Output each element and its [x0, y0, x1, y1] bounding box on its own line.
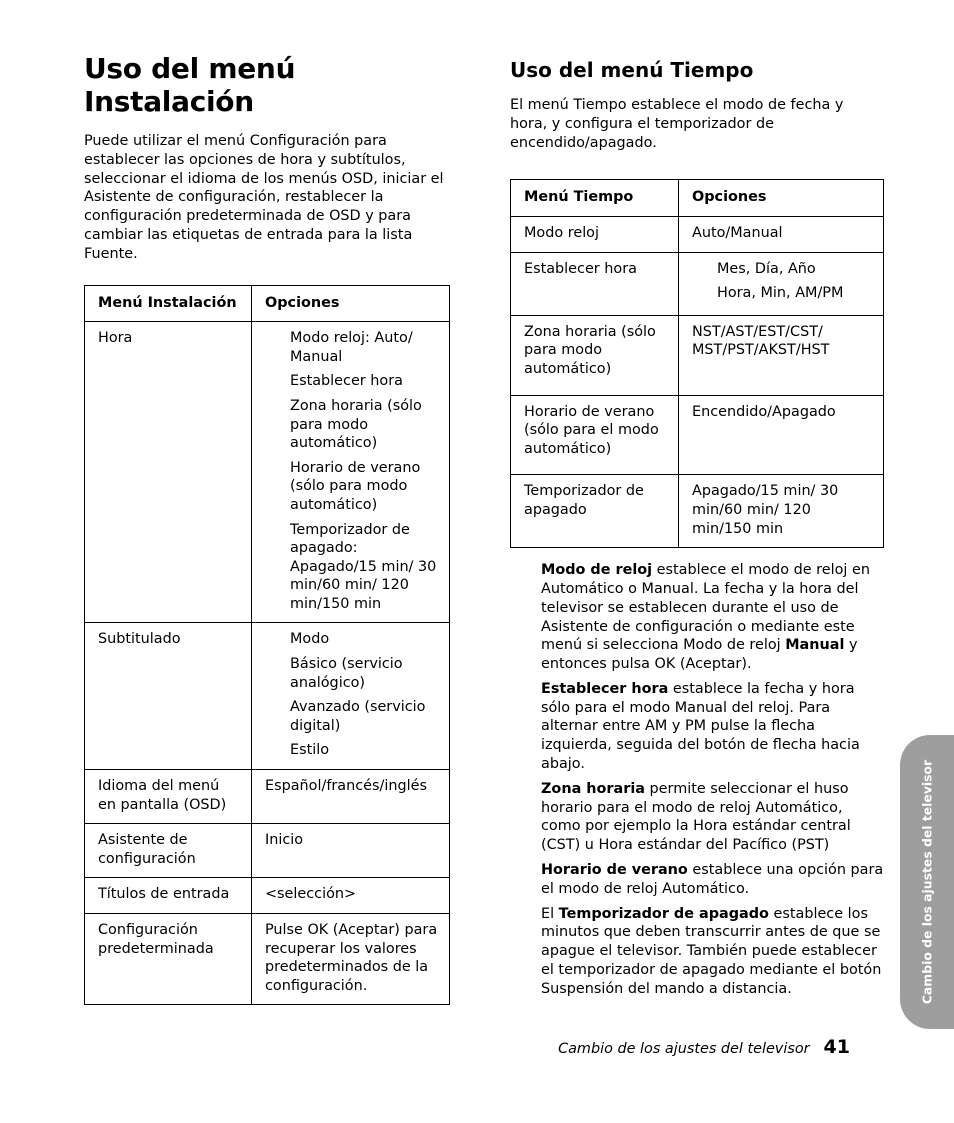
menu-cell: Establecer hora — [511, 252, 679, 315]
term: Zona horaria — [541, 780, 645, 797]
options-cell — [679, 252, 884, 315]
side-tab-label: Cambio de los ajustes del televisor — [919, 759, 935, 1005]
options-list — [692, 260, 873, 303]
options-cell — [252, 322, 450, 623]
term: Establecer hora — [541, 680, 669, 697]
menu-cell: Zona horaria (sólo para modo automático) — [511, 315, 679, 395]
menu-cell: Títulos de entrada — [85, 878, 252, 914]
menu-cell: Horario de verano (sólo para el modo automático) — [511, 395, 679, 475]
description-text: establece los minutos que deben transcurrir antes de que se apague el televisor. También puede establecer el temporizador de apagado mediante el botón Suspensión del mando a distancia. — [541, 905, 882, 997]
menu-cell: Modo reloj — [511, 216, 679, 252]
option-item: Modo — [290, 631, 330, 648]
option-item: Zona horaria (sólo para modo automático) — [290, 397, 422, 452]
page-title: Uso del menú Instalación — [84, 52, 296, 118]
page-footer — [558, 1036, 850, 1058]
description-text: establece el modo de reloj en Automático o Manual. La fecha y la hora del televisor se establecen durante el uso de Asistente de configuración o mediante este menú si selecciona Modo de reloj — [541, 562, 870, 654]
menu-cell: Hora — [85, 322, 252, 623]
descriptions — [541, 561, 884, 999]
menu-cell: Idioma del menú en pantalla (OSD) — [85, 770, 252, 824]
option-item: Estilo — [290, 742, 330, 759]
right-column — [510, 58, 884, 1005]
option-item: Establecer hora — [290, 373, 403, 390]
table-row — [85, 770, 450, 824]
description-text: establece una opción para el modo de reloj Automático. — [541, 862, 884, 897]
description-text: permite seleccionar el huso horario para el modo de reloj Automático, como por ejemplo la Hora estándar central (CST) u Hora estándar del Pacífico (PST) — [541, 780, 851, 854]
table-row — [511, 395, 884, 475]
time-menu-table — [510, 179, 884, 548]
column-header: Opciones — [252, 285, 450, 322]
table-row — [85, 824, 450, 878]
table-row — [511, 475, 884, 548]
column-header: Menú Instalación — [85, 285, 252, 322]
table-row — [85, 322, 450, 623]
option-item: Avanzado (servicio digital) — [290, 699, 426, 734]
option-item: Modo reloj: Auto/ Manual — [290, 330, 413, 365]
left-column — [84, 52, 450, 1005]
table-row — [511, 315, 884, 395]
description-text: establece la fecha y hora sólo para el modo Manual del reloj. Para alternar entre AM y PM pulse la flecha izquierda, seguida del botón de flecha hacia abajo. — [541, 680, 860, 773]
option-cell: Encendido/Apagado — [679, 395, 884, 475]
description-paragraph — [541, 905, 884, 999]
table-row — [85, 623, 450, 770]
options-list — [265, 329, 439, 613]
table-row — [85, 878, 450, 914]
table-row — [511, 216, 884, 252]
option-cell: Pulse OK (Aceptar) para recuperar los valores predeterminados de la configuración. — [252, 914, 450, 1005]
table-header-row — [85, 285, 450, 322]
table-row — [511, 252, 884, 315]
options-cell — [252, 623, 450, 770]
menu-cell: Temporizador de apagado — [511, 475, 679, 548]
intro-paragraph: Puede utilizar el menú Configuración para establecer las opciones de hora y subtítulos, seleccionar el idioma de los menús OSD, iniciar el Asistente de configuración, restablecer la configuración predeterminada de OSD y para cambiar las etiquetas de entrada para la lista Fuente. — [84, 133, 444, 262]
description-paragraph — [541, 861, 884, 899]
option-item: Horario de verano (sólo para modo automático) — [290, 459, 421, 513]
term: Manual — [785, 637, 845, 654]
column-header: Opciones — [679, 180, 884, 217]
chapter-side-tab — [900, 735, 954, 1029]
menu-cell: Configuración predeterminada — [85, 914, 252, 1005]
description-paragraph — [541, 780, 884, 855]
description-paragraph — [541, 561, 884, 674]
menu-cell: Subtitulado — [85, 623, 252, 770]
description-prefix: El — [541, 905, 559, 922]
option-item: Mes, Día, Año — [717, 260, 816, 277]
page-number: 41 — [823, 1036, 850, 1058]
description-paragraph — [541, 680, 884, 774]
description-text: y entonces pulsa OK (Aceptar). — [541, 637, 858, 673]
section-intro: El menú Tiempo establece el modo de fecha y hora, y configura el temporizador de encendido/apagado. — [510, 97, 844, 151]
option-item: Temporizador de apagado: Apagado/15 min/ 30 min/60 min/ 120 min/150 min — [290, 521, 437, 612]
term: Horario de verano — [541, 862, 688, 879]
option-cell: Español/francés/inglés — [252, 770, 450, 824]
option-cell: <selección> — [252, 878, 450, 914]
table-row — [85, 914, 450, 1005]
section-title: Uso del menú Tiempo — [510, 58, 754, 82]
menu-cell: Asistente de configuración — [85, 824, 252, 878]
term: Temporizador de apagado — [558, 905, 769, 922]
table-header-row — [511, 180, 884, 217]
installation-menu-table — [84, 285, 450, 1006]
option-cell: Auto/Manual — [679, 216, 884, 252]
footer-text: Cambio de los ajustes del televisor — [558, 1041, 810, 1057]
option-item: Básico (servicio analógico) — [290, 656, 403, 691]
column-header: Menú Tiempo — [511, 180, 679, 217]
option-cell: NST/AST/EST/CST/ MST/PST/AKST/HST — [679, 315, 884, 395]
options-list — [265, 630, 439, 760]
option-cell: Apagado/15 min/ 30 min/60 min/ 120 min/150 min — [679, 475, 884, 548]
term: Modo de reloj — [541, 562, 653, 579]
option-item: Hora, Min, AM/PM — [717, 285, 844, 302]
option-cell: Inicio — [252, 824, 450, 878]
